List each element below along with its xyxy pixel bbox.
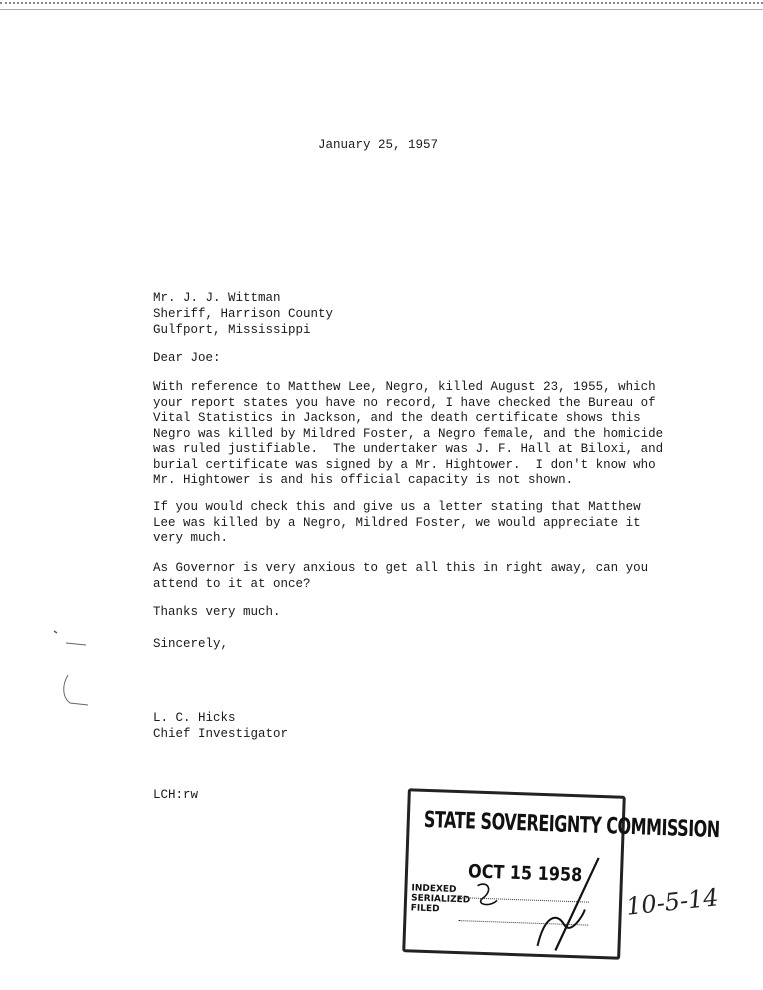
top-border-rule bbox=[0, 2, 763, 10]
paragraph-line: was ruled justifiable. The undertaker was J. F. Hall at Biloxi, and bbox=[153, 442, 664, 456]
stamp-date: OCT 15 1958 bbox=[467, 859, 583, 886]
margin-pencil-marks bbox=[48, 625, 98, 715]
recipient-location: Gulfport, Mississippi bbox=[153, 323, 311, 337]
handwritten-check-mark bbox=[405, 791, 622, 956]
signature-block bbox=[153, 710, 288, 742]
signer-title: Chief Investigator bbox=[153, 727, 289, 741]
paragraph-line: very much. bbox=[153, 531, 229, 545]
handwritten-file-number: 10-5-14 bbox=[624, 883, 720, 921]
paragraph-line: attend to it at once? bbox=[153, 576, 311, 591]
paragraph-line: As Governor is very anxious to get all this in right away, can you bbox=[153, 561, 649, 575]
recipient-address bbox=[153, 290, 333, 338]
stamp-label-filed: FILED bbox=[410, 903, 440, 915]
body-paragraph-3 bbox=[153, 561, 673, 592]
paragraph-line: If you would check this and give us a letter stating that Matthew bbox=[153, 500, 641, 514]
stamp-label-serialized: SERIALIZED bbox=[410, 893, 471, 906]
letter-date: January 25, 1957 bbox=[318, 138, 439, 152]
paragraph-line: Lee was killed by a Negro, Mildred Foster, we would appreciate it bbox=[153, 515, 641, 530]
body-paragraph-2 bbox=[153, 500, 673, 547]
stamp-title: STATE SOVEREIGNTY COMMISSION bbox=[423, 805, 721, 843]
paragraph-line: burial certificate was signed by a Mr. Hightower. I don't know who bbox=[153, 457, 656, 472]
complimentary-closing: Sincerely, bbox=[153, 637, 229, 651]
signer-name: L. C. Hicks bbox=[153, 711, 236, 725]
body-paragraph-4 bbox=[153, 605, 673, 621]
typist-initials: LCH:rw bbox=[153, 788, 199, 802]
body-paragraph-1 bbox=[153, 380, 673, 489]
recipient-title: Sheriff, Harrison County bbox=[153, 307, 334, 321]
paragraph-line: Negro was killed by Mildred Foster, a Negro female, and the homicide bbox=[153, 426, 664, 441]
salutation: Dear Joe: bbox=[153, 351, 221, 365]
recipient-name: Mr. J. J. Wittman bbox=[153, 291, 281, 305]
paragraph-line: Vital Statistics in Jackson, and the death certificate shows this bbox=[153, 411, 641, 425]
paragraph-line: Thanks very much. bbox=[153, 605, 281, 619]
paragraph-line: your report states you have no record, I have checked the Bureau of bbox=[153, 395, 656, 410]
paragraph-line: With reference to Matthew Lee, Negro, killed August 23, 1955, which bbox=[153, 380, 656, 394]
paragraph-line: Mr. Hightower is and his official capacity is not shown. bbox=[153, 473, 574, 487]
stamp-label-indexed: INDEXED bbox=[411, 883, 457, 895]
